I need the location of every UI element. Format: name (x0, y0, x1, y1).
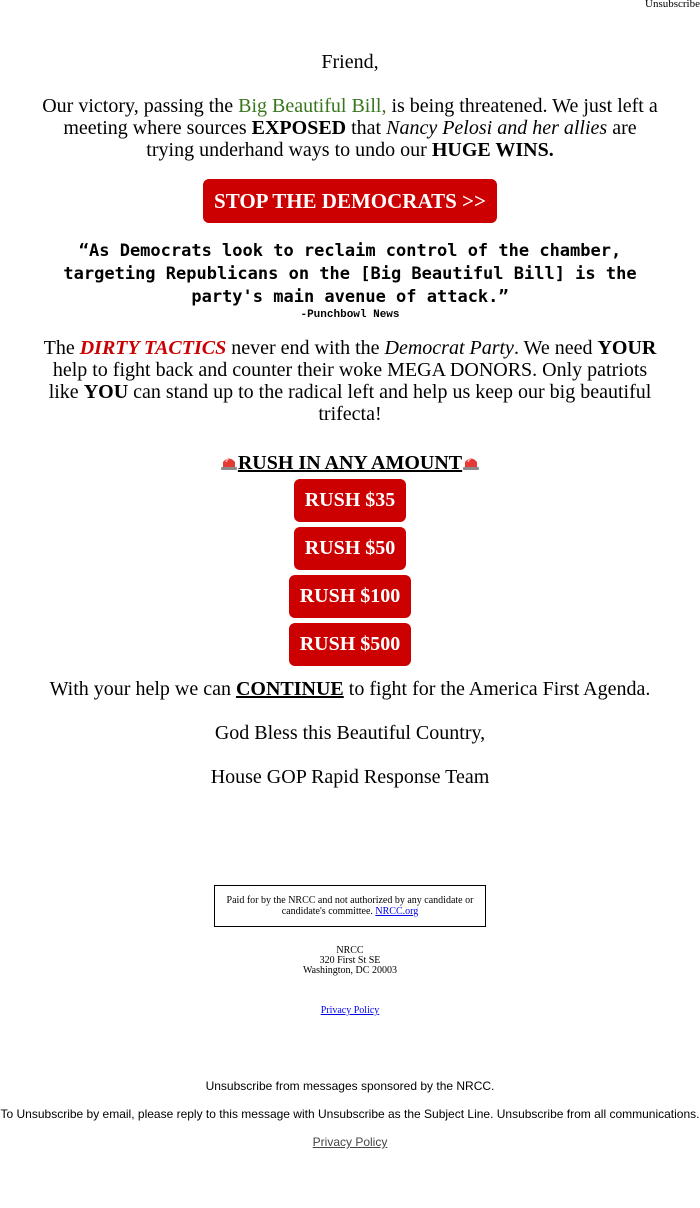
rush-heading (40, 451, 660, 475)
privacy-policy-link[interactable]: Privacy Policy (320, 1005, 380, 1016)
body-text-2: never end with the (226, 337, 385, 359)
rush-50-button[interactable]: RUSH $50 (294, 527, 407, 570)
quote-block (40, 240, 660, 321)
intro-text-2: is being threatened. We just left a meeting where sources (63, 95, 658, 139)
intro-text-3: that (346, 117, 387, 139)
nrcc-link[interactable]: NRCC.org (375, 906, 419, 917)
closing-paragraph (40, 678, 660, 700)
disclaimer-text: Paid for by the NRCC and not authorized by any candidate or candidate's committee. (226, 895, 474, 917)
quote-text: “As Democrats look to reclaim control of the chamber, targeting Republicans on the [Big Beautiful Bill] is the party's main avenue of attack.” (63, 241, 637, 307)
footer (0, 1079, 700, 1149)
footer-email-unsubscribe-line: To Unsubscribe by email, please reply to this message with Unsubscribe as the Subject Line. Unsubscribe from all communications. (0, 1107, 700, 1121)
rush-heading-text: RUSH IN ANY AMOUNT (237, 452, 463, 474)
body-text-4: help to fight back and counter their woke MEGA DONORS. Only patriots like (48, 359, 648, 403)
closing-text-2: to fight for the America First Agenda. (343, 678, 651, 700)
intro-paragraph (40, 95, 660, 161)
pelosi-text: Nancy Pelosi and her allies (386, 117, 608, 139)
body-text-5: can stand up to the radical left and help us keep our big beautiful trifecta! (128, 381, 652, 425)
body-paragraph (40, 337, 660, 425)
blessing: God Bless this Beautiful Country, (214, 722, 486, 744)
cta-container (40, 179, 660, 223)
address-line: NRCC (336, 945, 364, 956)
rush-500-button[interactable]: RUSH $500 (289, 623, 412, 666)
greeting: Friend, (321, 51, 379, 73)
bill-name: Big Beautiful Bill, (238, 95, 387, 117)
siren-icon (462, 453, 480, 470)
huge-wins-text: HUGE WINS. (431, 139, 554, 161)
stop-democrats-button[interactable]: STOP THE DEMOCRATS >> (203, 179, 497, 223)
privacy-section (0, 1005, 700, 1016)
closing-text-1: With your help we can (49, 678, 236, 700)
exposed-text: EXPOSED (251, 117, 347, 139)
email-body (40, 0, 660, 788)
mailing-address (0, 946, 700, 976)
footer-privacy (0, 1135, 700, 1149)
top-unsubscribe-link[interactable]: Unsubscribe (645, 0, 700, 10)
quote-source: -Punchbowl News (300, 309, 400, 321)
dirty-tactics-text: DIRTY TACTICS (79, 337, 227, 359)
footer-privacy-link[interactable]: Privacy Policy (312, 1135, 388, 1149)
rush-100-button[interactable]: RUSH $100 (289, 575, 412, 618)
your-text: YOUR (597, 337, 657, 359)
body-text-1: The (43, 337, 80, 359)
address-line: 320 First St SE (319, 955, 381, 966)
signature: House GOP Rapid Response Team (210, 766, 490, 788)
siren-icon (220, 453, 238, 470)
rush-35-button[interactable]: RUSH $35 (294, 479, 407, 522)
body-text-3: . We need (513, 337, 598, 359)
intro-text-1: Our victory, passing the (42, 95, 239, 117)
continue-link[interactable]: CONTINUE (235, 678, 344, 700)
address-line: Washington, DC 20003 (303, 965, 397, 976)
intro-text-4: are trying underhand ways to undo our (146, 117, 637, 161)
donate-buttons (40, 479, 660, 666)
paid-for-disclaimer (214, 885, 486, 927)
footer-unsubscribe-line[interactable]: Unsubscribe from messages sponsored by the NRCC. (205, 1079, 495, 1093)
democrat-party-text: Democrat Party (384, 337, 514, 359)
you-text: YOU (83, 381, 129, 403)
